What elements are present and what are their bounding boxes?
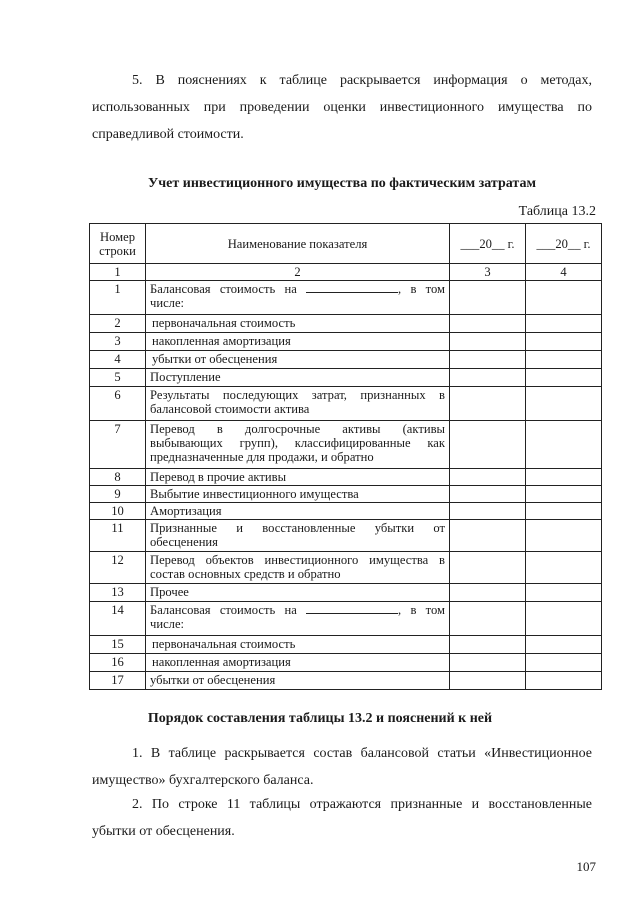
- header-indicator-name: Наименование показателя: [146, 224, 450, 264]
- table-row: [90, 503, 602, 520]
- table-row: [90, 351, 602, 369]
- table-row: [90, 654, 602, 672]
- value-cell-period-1: [450, 654, 526, 672]
- table-row: [90, 520, 602, 552]
- row-number: 6: [90, 387, 146, 421]
- row-indicator-name: Прочее: [146, 584, 450, 602]
- value-cell-period-1: [450, 602, 526, 636]
- row-indicator-name: первоначальная стоимость: [146, 315, 450, 333]
- row-number: 17: [90, 672, 146, 690]
- row-number: 10: [90, 503, 146, 520]
- date-blank-line: [306, 603, 398, 614]
- header-period-2: ___20__ г.: [526, 224, 602, 264]
- row-indicator-name: убытки от обесценения: [146, 351, 450, 369]
- value-cell-period-2: [526, 486, 602, 503]
- table-row: [90, 315, 602, 333]
- value-cell-period-2: [526, 469, 602, 486]
- row-number: 4: [90, 351, 146, 369]
- column-number: 1: [90, 264, 146, 281]
- value-cell-period-2: [526, 602, 602, 636]
- row-number: 7: [90, 421, 146, 469]
- row-number: 9: [90, 486, 146, 503]
- row-number: 11: [90, 520, 146, 552]
- value-cell-period-2: [526, 654, 602, 672]
- header-period-1: ___20__ г.: [450, 224, 526, 264]
- value-cell-period-2: [526, 369, 602, 387]
- row-name-prefix: Балансовая стоимость на: [150, 282, 297, 296]
- row-name-suffix: , в том числе:: [150, 603, 445, 631]
- row-indicator-name: первоначальная стоимость: [146, 636, 450, 654]
- row-number: 13: [90, 584, 146, 602]
- row-name-prefix: Балансовая стоимость на: [150, 603, 297, 617]
- value-cell-period-2: [526, 520, 602, 552]
- table-row: [90, 469, 602, 486]
- row-number: 16: [90, 654, 146, 672]
- table-row: [90, 552, 602, 584]
- row-indicator-name: убытки от обесценения: [146, 672, 450, 690]
- value-cell-period-2: [526, 552, 602, 584]
- row-indicator-name: Поступление: [146, 369, 450, 387]
- row-number: 15: [90, 636, 146, 654]
- value-cell-period-1: [450, 486, 526, 503]
- column-number: 4: [526, 264, 602, 281]
- table-title: Учет инвестиционного имущества по фактическим затратам: [148, 176, 536, 191]
- table-row: [90, 584, 602, 602]
- row-indicator-name: Выбытие инвестиционного имущества: [146, 486, 450, 503]
- row-number: 12: [90, 552, 146, 584]
- column-number: 2: [146, 264, 450, 281]
- value-cell-period-2: [526, 351, 602, 369]
- page-number: 107: [576, 859, 596, 874]
- value-cell-period-1: [450, 636, 526, 654]
- column-number: 3: [450, 264, 526, 281]
- value-cell-period-1: [450, 351, 526, 369]
- row-indicator-name: накопленная амортизация: [146, 654, 450, 672]
- row-number: 1: [90, 281, 146, 315]
- row-indicator-name: [146, 602, 450, 636]
- row-indicator-name: Перевод в прочие активы: [146, 469, 450, 486]
- value-cell-period-1: [450, 503, 526, 520]
- value-cell-period-2: [526, 421, 602, 469]
- value-cell-period-1: [450, 469, 526, 486]
- table-header-row: [90, 224, 602, 264]
- row-name-suffix: , в том числе:: [150, 282, 445, 310]
- row-number: 8: [90, 469, 146, 486]
- table-row: [90, 387, 602, 421]
- value-cell-period-2: [526, 503, 602, 520]
- header-row-number: Номер строки: [90, 224, 146, 264]
- value-cell-period-1: [450, 672, 526, 690]
- table-label: Таблица 13.2: [518, 204, 596, 219]
- value-cell-period-2: [526, 315, 602, 333]
- value-cell-period-2: [526, 281, 602, 315]
- table-row: [90, 672, 602, 690]
- paragraph-2: 2. По строке 11 таблицы отражаются признанные и восстановленные убытки от обесценения.: [92, 797, 592, 839]
- table-row: [90, 421, 602, 469]
- value-cell-period-1: [450, 421, 526, 469]
- value-cell-period-1: [450, 387, 526, 421]
- row-number: 5: [90, 369, 146, 387]
- table-row: [90, 486, 602, 503]
- value-cell-period-1: [450, 584, 526, 602]
- row-indicator-name: Результаты последующих затрат, признанных в балансовой стоимости актива: [146, 387, 450, 421]
- value-cell-period-1: [450, 281, 526, 315]
- value-cell-period-1: [450, 520, 526, 552]
- row-number: 2: [90, 315, 146, 333]
- table-row: [90, 281, 602, 315]
- value-cell-period-2: [526, 672, 602, 690]
- paragraph-1: 1. В таблице раскрывается состав балансовой статьи «Инвестиционное имущество» бухгалтерского баланса.: [92, 746, 592, 788]
- row-indicator-name: Перевод объектов инвестиционного имущества в состав основных средств и обратно: [146, 552, 450, 584]
- row-number: 14: [90, 602, 146, 636]
- row-indicator-name: Перевод в долгосрочные активы (активы выбывающих групп), классифицированные как предназначенные для продажи, и обратно: [146, 421, 450, 469]
- column-numbers-row: [90, 264, 602, 281]
- intro-paragraph: 5. В пояснениях к таблице раскрывается информация о методах, использованных при проведении оценки инвестиционного имущества по справедливой стоимости.: [92, 73, 592, 142]
- row-indicator-name: [146, 281, 450, 315]
- row-number: 3: [90, 333, 146, 351]
- investment-property-table: [89, 223, 602, 690]
- section-heading: Порядок составления таблицы 13.2 и пояснений к ней: [147, 711, 493, 726]
- value-cell-period-1: [450, 369, 526, 387]
- table-row: [90, 636, 602, 654]
- table-row: [90, 369, 602, 387]
- value-cell-period-1: [450, 315, 526, 333]
- table-row: [90, 602, 602, 636]
- value-cell-period-2: [526, 584, 602, 602]
- value-cell-period-2: [526, 333, 602, 351]
- value-cell-period-1: [450, 333, 526, 351]
- row-indicator-name: Признанные и восстановленные убытки от обесценения: [146, 520, 450, 552]
- value-cell-period-2: [526, 387, 602, 421]
- row-indicator-name: Амортизация: [146, 503, 450, 520]
- value-cell-period-2: [526, 636, 602, 654]
- date-blank-line: [306, 282, 398, 293]
- row-indicator-name: накопленная амортизация: [146, 333, 450, 351]
- table-row: [90, 333, 602, 351]
- value-cell-period-1: [450, 552, 526, 584]
